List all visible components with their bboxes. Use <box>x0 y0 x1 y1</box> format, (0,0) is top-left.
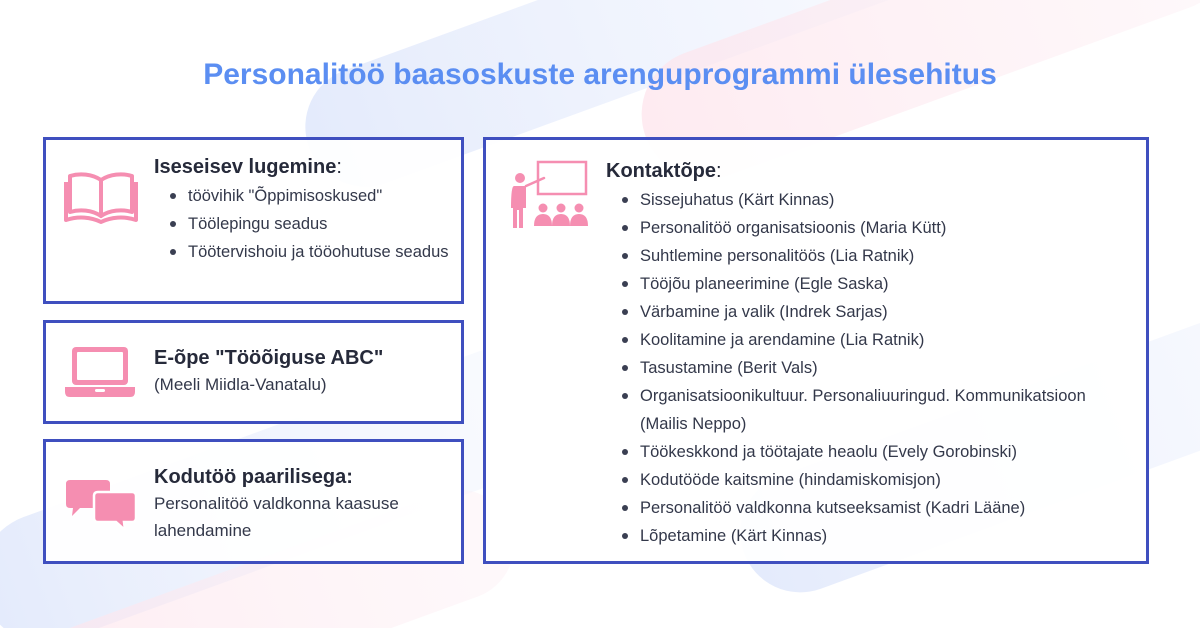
list-item: Tööjõu planeerimine (Egle Saska) <box>640 270 1136 298</box>
list-item: Lõpetamine (Kärt Kinnas) <box>640 522 1136 550</box>
list-item: töövihik "Õppimisoskused" <box>188 182 454 210</box>
homework-box <box>43 439 464 564</box>
list-item: Tasustamine (Berit Vals) <box>640 354 1136 382</box>
reading-list <box>154 182 454 266</box>
elearning-title: E-õpe "Tööõiguse ABC" <box>154 347 384 369</box>
list-item: Kodutööde kaitsmine (hindamiskomisjon) <box>640 466 1136 494</box>
list-item: Koolitamine ja arendamine (Lia Ratnik) <box>640 326 1136 354</box>
contact-learning-title: Kontaktõpe: <box>606 160 722 182</box>
page-title: Personalitöö baasoskuste arenguprogrammi ülesehitus <box>203 58 997 91</box>
list-item: Töölepingu seadus <box>188 210 454 238</box>
chat-bubbles-icon <box>64 480 138 535</box>
homework-title: Kodutöö paarilisega: <box>154 466 353 488</box>
open-book-icon <box>64 168 138 229</box>
list-item: Organisatsioonikultuur. Personaliuuringud. Kommunikatsioon (Mailis Neppo) <box>640 382 1136 438</box>
list-item: Personalitöö valdkonna kutseeksamist (Kadri Lääne) <box>640 494 1136 522</box>
presentation-icon <box>510 160 590 237</box>
self-reading-box <box>43 137 464 304</box>
list-item: Personalitöö organisatsioonis (Maria Kütt) <box>640 214 1136 242</box>
list-item: Sissejuhatus (Kärt Kinnas) <box>640 186 1136 214</box>
elearning-author: (Meeli Miidla-Vanatalu) <box>154 375 327 394</box>
contact-learning-list <box>606 186 1136 550</box>
list-item: Suhtlemine personalitöös (Lia Ratnik) <box>640 242 1136 270</box>
list-item: Töökeskkond ja töötajate heaolu (Evely Gorobinski) <box>640 438 1136 466</box>
homework-description: Personalitöö valdkonna kaasuse lahendamine <box>154 494 399 540</box>
self-reading-title: Iseseisev lugemine: <box>154 156 342 178</box>
list-item: Värbamine ja valik (Indrek Sarjas) <box>640 298 1136 326</box>
elearning-box <box>43 320 464 424</box>
contact-learning-box <box>483 137 1149 564</box>
list-item: Töötervishoiu ja tööohutuse seadus <box>188 238 454 266</box>
laptop-icon <box>64 345 136 404</box>
